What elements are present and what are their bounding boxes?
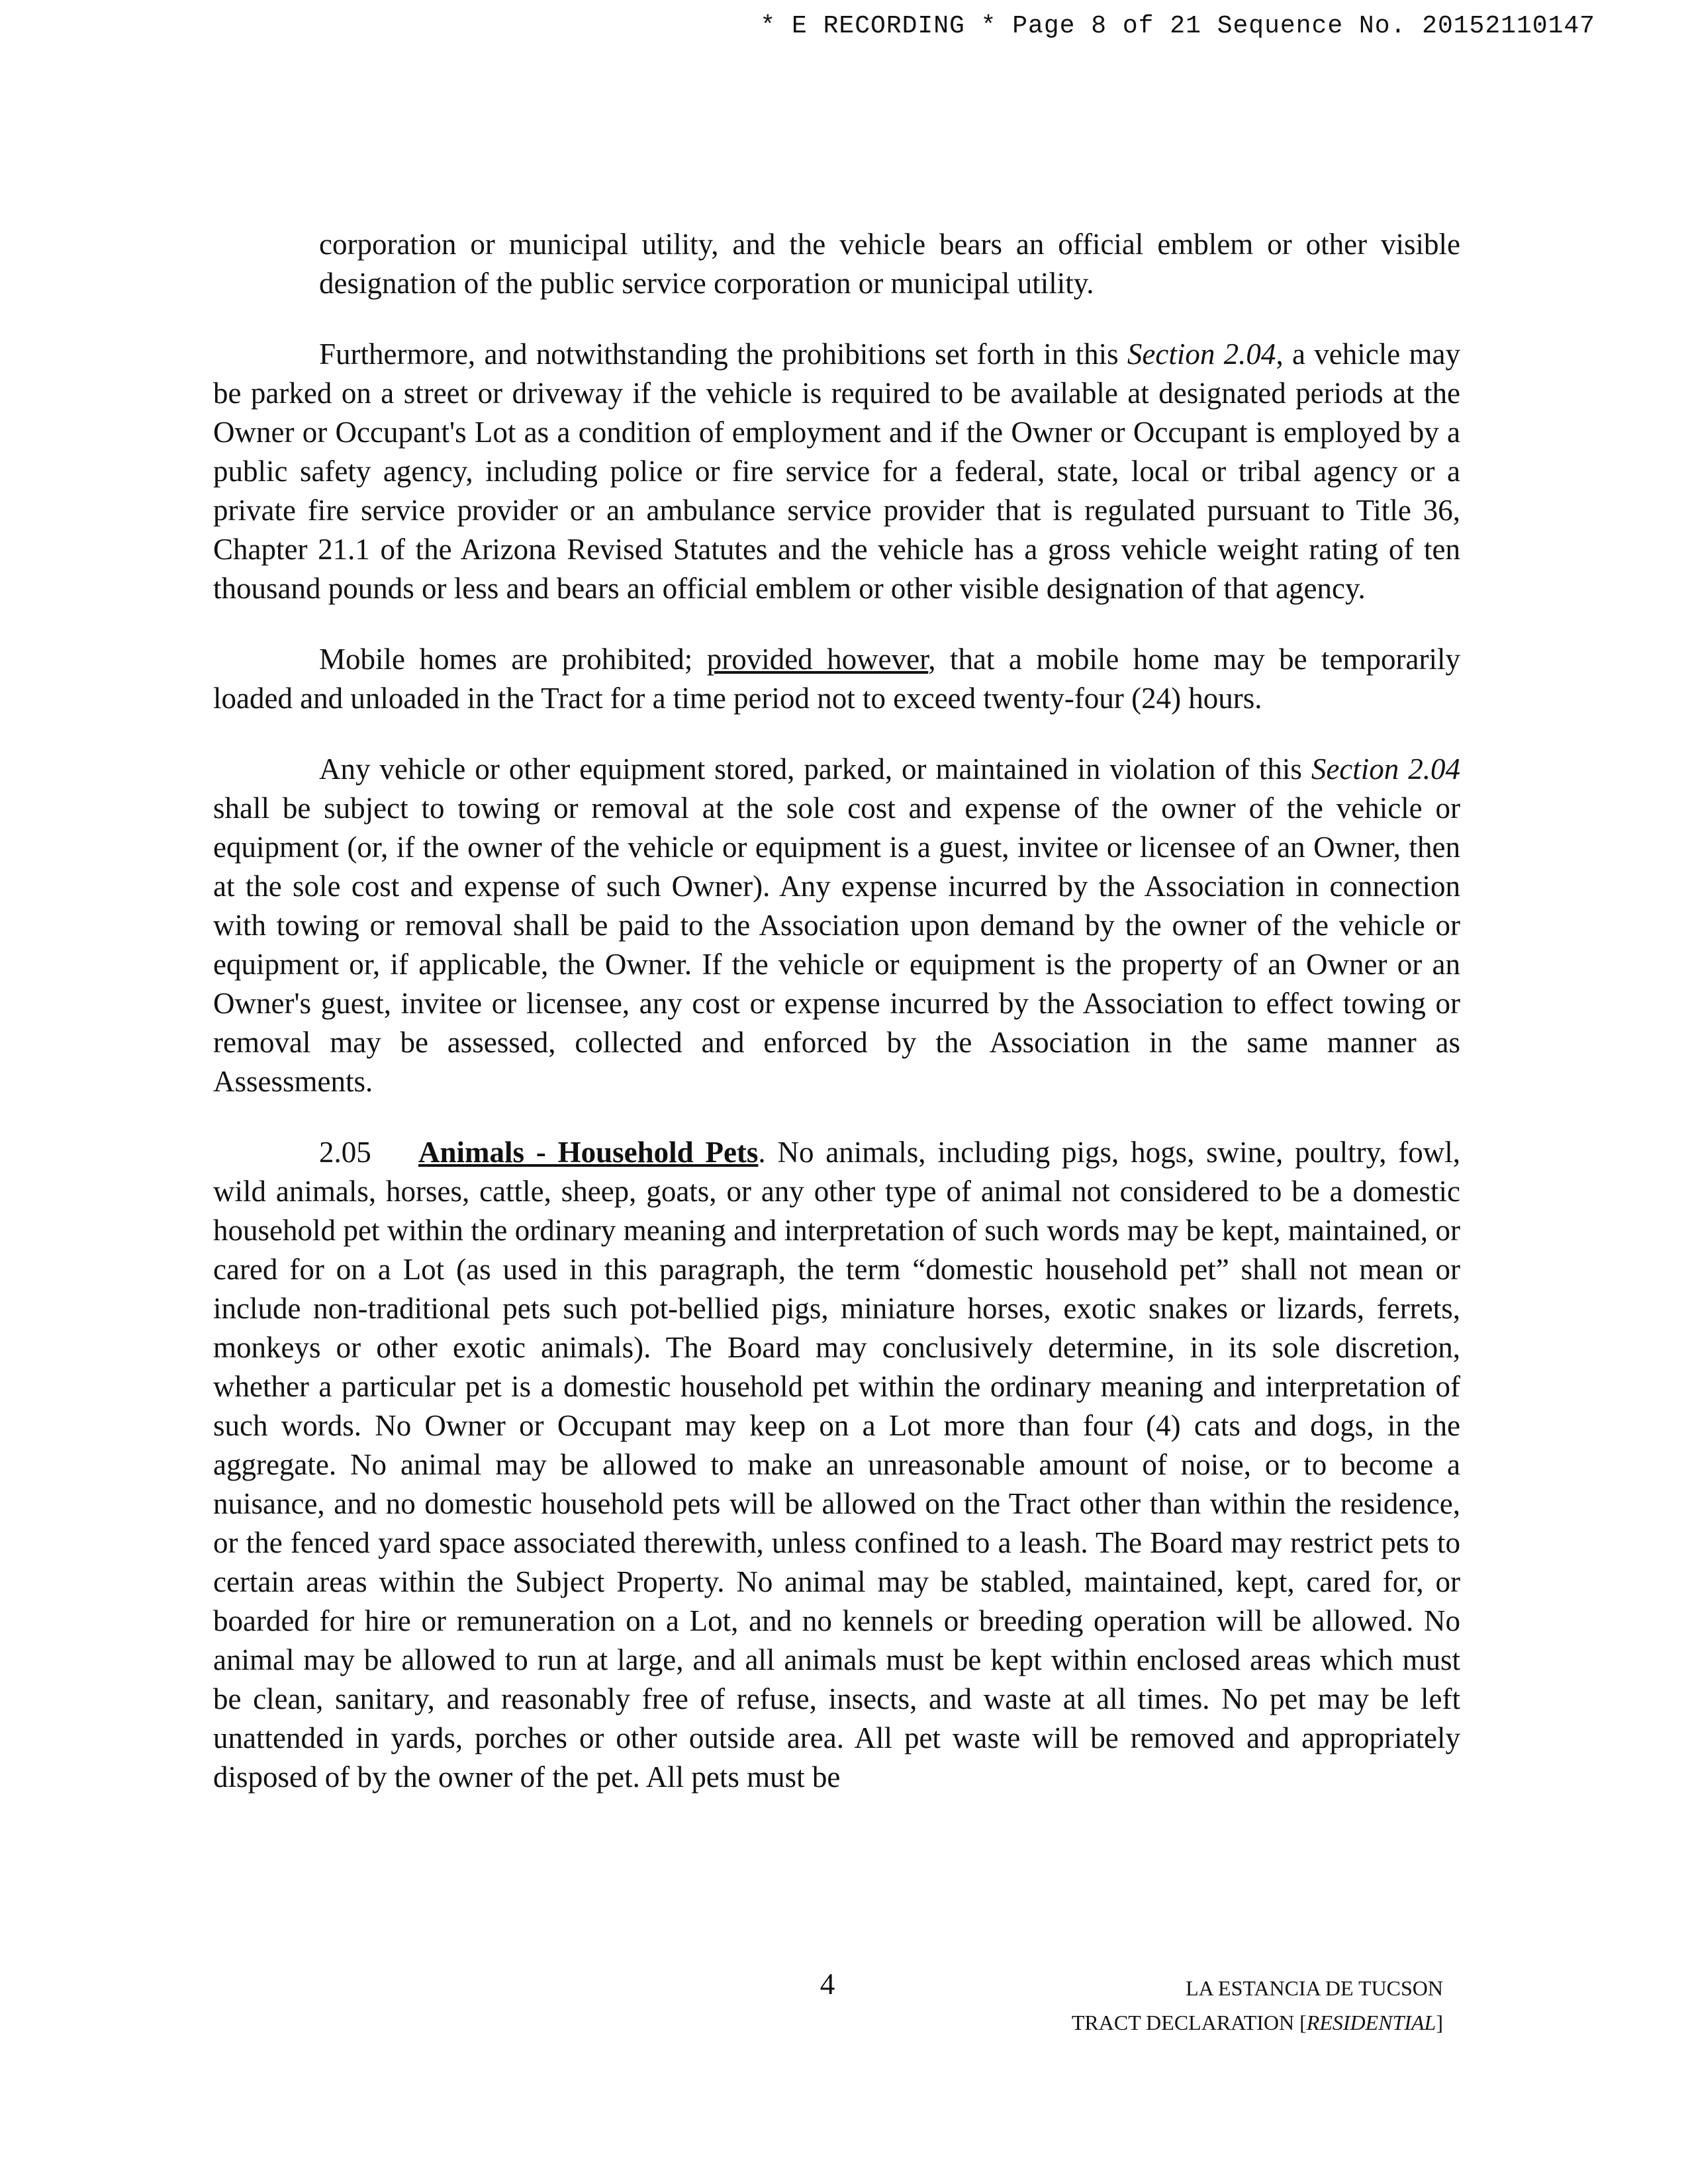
paragraph-text: Mobile homes are prohibited; <box>319 643 707 676</box>
page-number: 4 <box>820 1968 835 2001</box>
footer-line-2 <box>1072 2005 1443 2040</box>
section-number: 2.05 <box>319 1136 371 1169</box>
paragraph-continued <box>213 225 1460 303</box>
footer-line-2-prefix: TRACT DECLARATION [ <box>1071 2011 1307 2034</box>
paragraph-text: shall be subject to towing or removal at the sole cost and expense of the owner of the vehicle or equipment (or, if the owner of the vehicle or equipment is a guest, invitee or licensee of an Owner, then at the sole cost and expense of such Owner). Any expense incurred by the Association in connection with towing or removal shall be paid to the Association upon demand by the owner of the vehicle or equipment or, if applicable, the Owner. If the vehicle or equipment is the property of an Owner or an Owner's guest, invitee or licensee, any cost or expense incurred by the Association to effect towing or removal may be assessed, collected and enforced by the Association in the same manner as Assessments. <box>213 792 1460 1098</box>
recording-header: * E RECORDING * Page 8 of 21 Sequence No. 20152110147 <box>760 12 1595 40</box>
paragraph-public-safety-vehicle <box>213 335 1460 608</box>
underlined-phrase: provided however <box>706 643 929 676</box>
document-body <box>213 225 1460 1829</box>
footer-line-2-suffix: ] <box>1436 2011 1443 2034</box>
section-reference: Section 2.04 <box>1127 338 1276 371</box>
paragraph-text: corporation or municipal utility, and the vehicle bears an official emblem or other visible designation of the public service corporation or municipal utility. <box>319 228 1460 300</box>
footer-line-2-italic: RESIDENTIAL <box>1306 2011 1436 2034</box>
paragraph-text: , a vehicle may be parked on a street or driveway if the vehicle is required to be available at designated periods at the Owner or Occupant's Lot as a condition of employment and if the Owner or Occupant is employed by a public safety agency, including police or fire service for a federal, state, local or tribal agency or a private fire service provider or an ambulance service provider that is regulated pursuant to Title 36, Chapter 21.1 of the Arizona Revised Statutes and the vehicle has a gross vehicle weight rating of ten thousand pounds or less and bears an official emblem or other visible designation of that agency. <box>213 338 1460 605</box>
footer-line-1: LA ESTANCIA DE TUCSON <box>1186 1976 1443 2000</box>
paragraph-towing <box>213 750 1460 1101</box>
paragraph-text: Any vehicle or other equipment stored, parked, or maintained in violation of this <box>319 752 1311 786</box>
paragraph-text: , that a mobile home may be temporarily loaded and unloaded in the Tract for a time period not to exceed twenty-four (24) hours. <box>213 643 1460 715</box>
footer-document-title <box>1072 1971 1443 2040</box>
section-reference: Section 2.04 <box>1311 752 1460 786</box>
section-title: Animals - Household Pets <box>418 1136 759 1169</box>
paragraph-mobile-homes <box>213 640 1460 718</box>
paragraph-text: Furthermore, and notwithstanding the prohibitions set forth in this <box>319 338 1127 371</box>
paragraph-text: . No animals, including pigs, hogs, swine, poultry, fowl, wild animals, horses, cattle, sheep, goats, or any other type of animal not considered to be a domestic household pet within the ordinary meaning and interpretation of such words may be kept, maintained, or cared for on a Lot (as used in this paragraph, the term “domestic household pet” shall not mean or include non-traditional pets such pot-bellied pigs, miniature horses, exotic snakes or lizards, ferrets, monkeys or other exotic animals). The Board may conclusively determine, in its sole discretion, whether a particular pet is a domestic household pet within the ordinary meaning and interpretation of such words. No Owner or Occupant may keep on a Lot more than four (4) cats and dogs, in the aggregate. No animal may be allowed to make an unreasonable amount of noise, or to become a nuisance, and no domestic household pets will be allowed on the Tract other than within the residence, or the fenced yard space associated therewith, unless confined to a leash. The Board may restrict pets to certain areas within the Subject Property. No animal may be stabled, maintained, kept, cared for, or boarded for hire or remuneration on a Lot, and no kennels or breeding operation will be allowed. No animal may be allowed to run at large, and all animals must be kept within enclosed areas which must be clean, sanitary, and reasonably free of refuse, insects, and waste at all times. No pet may be left unattended in yards, porches or other outside area. All pet waste will be removed and appropriately disposed of by the owner of the pet. All pets must be <box>213 1136 1460 1794</box>
section-2-05-animals <box>213 1133 1460 1797</box>
